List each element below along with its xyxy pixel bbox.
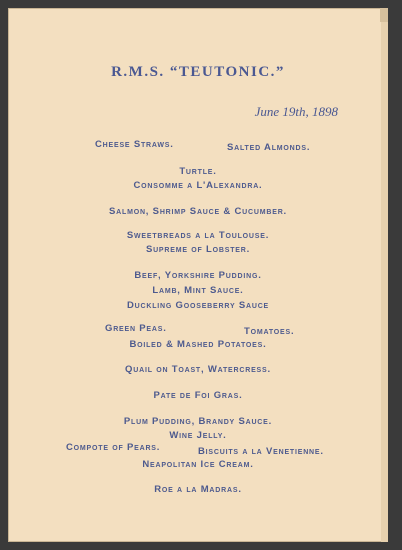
- menu-item-quail: Quail on Toast, Watercress.: [125, 364, 271, 375]
- menu-item-plum-pudding: Plum Pudding, Brandy Sauce.: [123, 416, 273, 427]
- menu-item-lobster: Supreme of Lobster.: [145, 244, 251, 255]
- menu-item-roe: Roe a la Madras.: [154, 484, 242, 495]
- menu-item-sweetbreads: Sweetbreads a la Toulouse.: [126, 230, 270, 241]
- menu-item-cheese-straws: Cheese Straws.: [95, 139, 174, 150]
- menu-card: [8, 8, 388, 542]
- menu-item-beef: Beef, Yorkshire Pudding.: [134, 270, 262, 281]
- menu-item-ice-cream: Neapolitan Ice Cream.: [142, 459, 254, 470]
- menu-item-turtle: Turtle.: [179, 166, 217, 177]
- ship-name: R.M.S. “TEUTONIC.”: [111, 64, 285, 80]
- menu-item-consomme: Consomme a L'Alexandra.: [133, 180, 263, 191]
- menu-item-wine-jelly: Wine Jelly.: [169, 430, 227, 441]
- menu-item-potatoes: Boiled & Mashed Potatoes.: [129, 339, 267, 350]
- menu-item-tomatoes: Tomatoes.: [244, 326, 295, 337]
- menu-item-biscuits: Biscuits a la Venetienne.: [198, 446, 324, 457]
- card-corner: [380, 8, 388, 22]
- menu-item-compote: Compote of Pears.: [66, 442, 161, 453]
- menu-item-pate: Pate de Foi Gras.: [153, 390, 243, 401]
- menu-item-salmon: Salmon, Shrimp Sauce & Cucumber.: [109, 206, 287, 217]
- menu-date: June 19th, 1898: [254, 104, 338, 119]
- menu-item-duckling: Duckling Gooseberry Sauce: [126, 300, 270, 311]
- menu-item-salted-almonds: Salted Almonds.: [227, 142, 311, 153]
- menu-item-lamb: Lamb, Mint Sauce.: [152, 285, 244, 296]
- menu-item-green-peas: Green Peas.: [105, 323, 167, 334]
